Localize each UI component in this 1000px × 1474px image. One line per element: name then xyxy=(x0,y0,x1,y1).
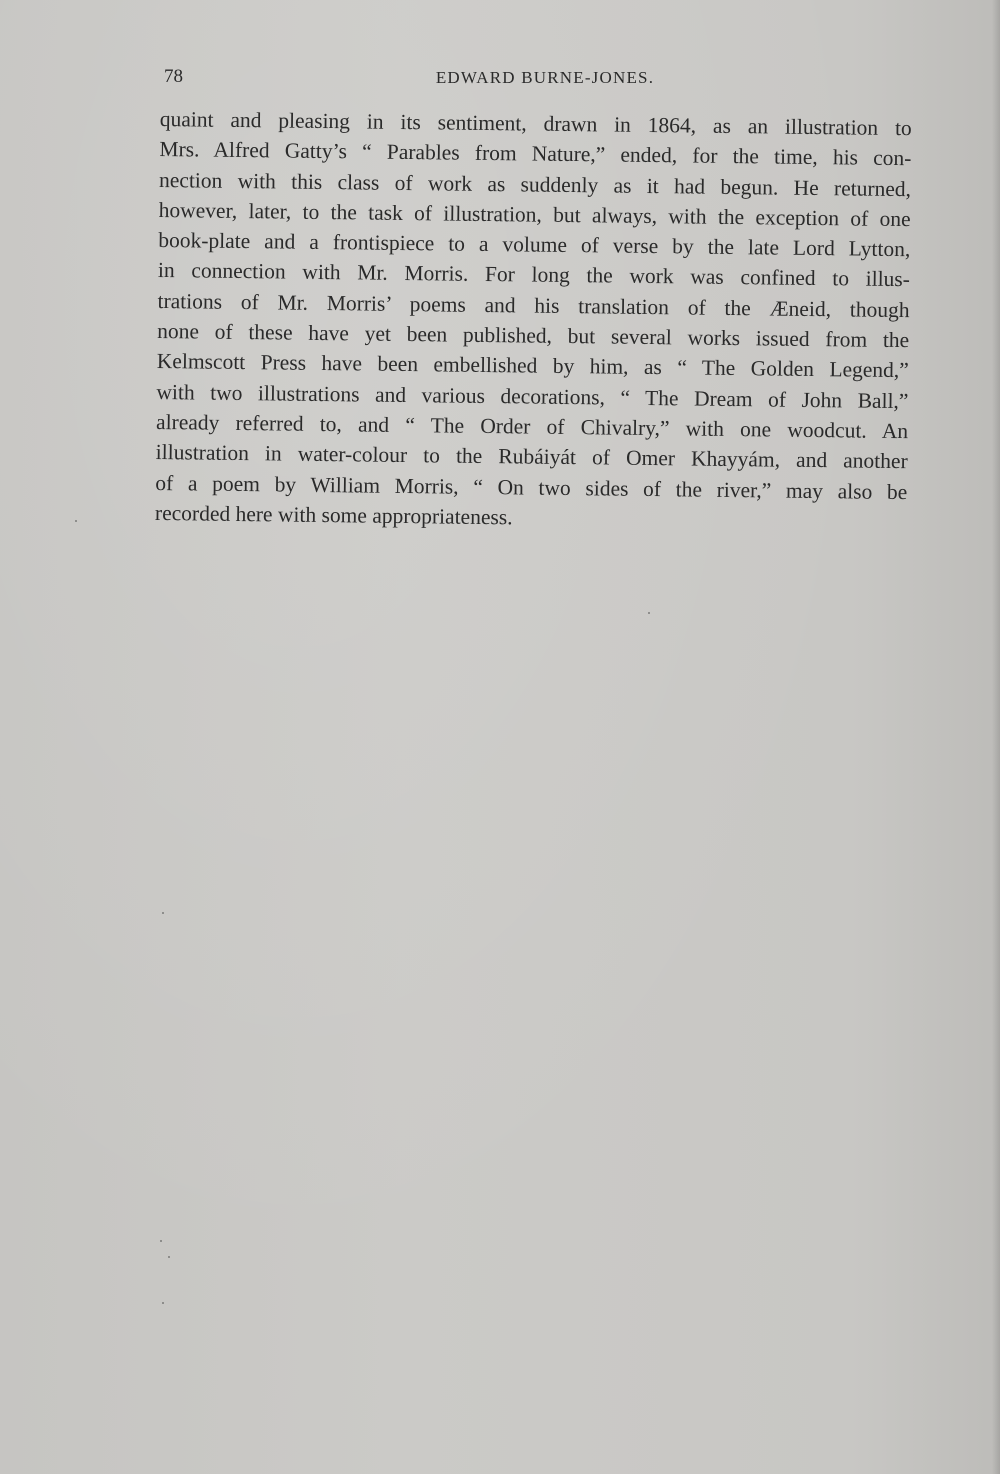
text-line: trations of Mr. Morris’ poems and his translation of the Æneid, though xyxy=(157,288,910,322)
text-line: Kelmscott Press have been embellished by him, as “ The Golden Legend,” xyxy=(156,349,909,383)
paper-speck xyxy=(162,1302,164,1304)
paper-speck xyxy=(160,1240,162,1242)
paper-speck xyxy=(75,520,77,522)
text-line: book-plate and a frontispiece to a volume of verse by the late Lord Lytton, xyxy=(158,228,911,262)
text-line: none of these have yet been published, but several works issued from the xyxy=(157,319,910,353)
text-line: of a poem by William Morris, “ On two sides of the river,” may also be xyxy=(155,470,908,504)
text-line: already referred to, and “ The Order of Chivalry,” with one woodcut. An xyxy=(155,409,909,444)
text-line: illustration in water-colour to the Rubáiyát of Omer Khayyám, and another xyxy=(155,440,908,474)
text-line: in connection with Mr. Morris. For long the work was confined to illus- xyxy=(157,258,911,292)
text-line: quaint and pleasing in its sentiment, drawn in 1864, as an illustration to xyxy=(159,106,912,141)
running-title: EDWARD BURNE-JONES. xyxy=(435,68,655,87)
text-line: however, later, to the task of illustration, but always, with the exception of one xyxy=(158,197,911,232)
text-line: with two illustrations and various decorations, “ The Dream of John Ball,” xyxy=(156,379,909,413)
paper-speck xyxy=(162,912,164,914)
running-head xyxy=(160,66,900,96)
paper-speck xyxy=(168,1256,170,1258)
page-number: 78 xyxy=(164,66,183,87)
paper-speck xyxy=(648,612,650,614)
text-line: recorded here with some appropriateness. xyxy=(154,500,513,530)
body-paragraph xyxy=(155,104,912,537)
text-line: nection with this class of work as suddenly as it had begun. He returned, xyxy=(158,167,912,201)
page-edge-shadow xyxy=(992,0,1000,1474)
text-line: Mrs. Alfred Gatty’s “ Parables from Nature,” ended, for the time, his con- xyxy=(159,137,912,171)
